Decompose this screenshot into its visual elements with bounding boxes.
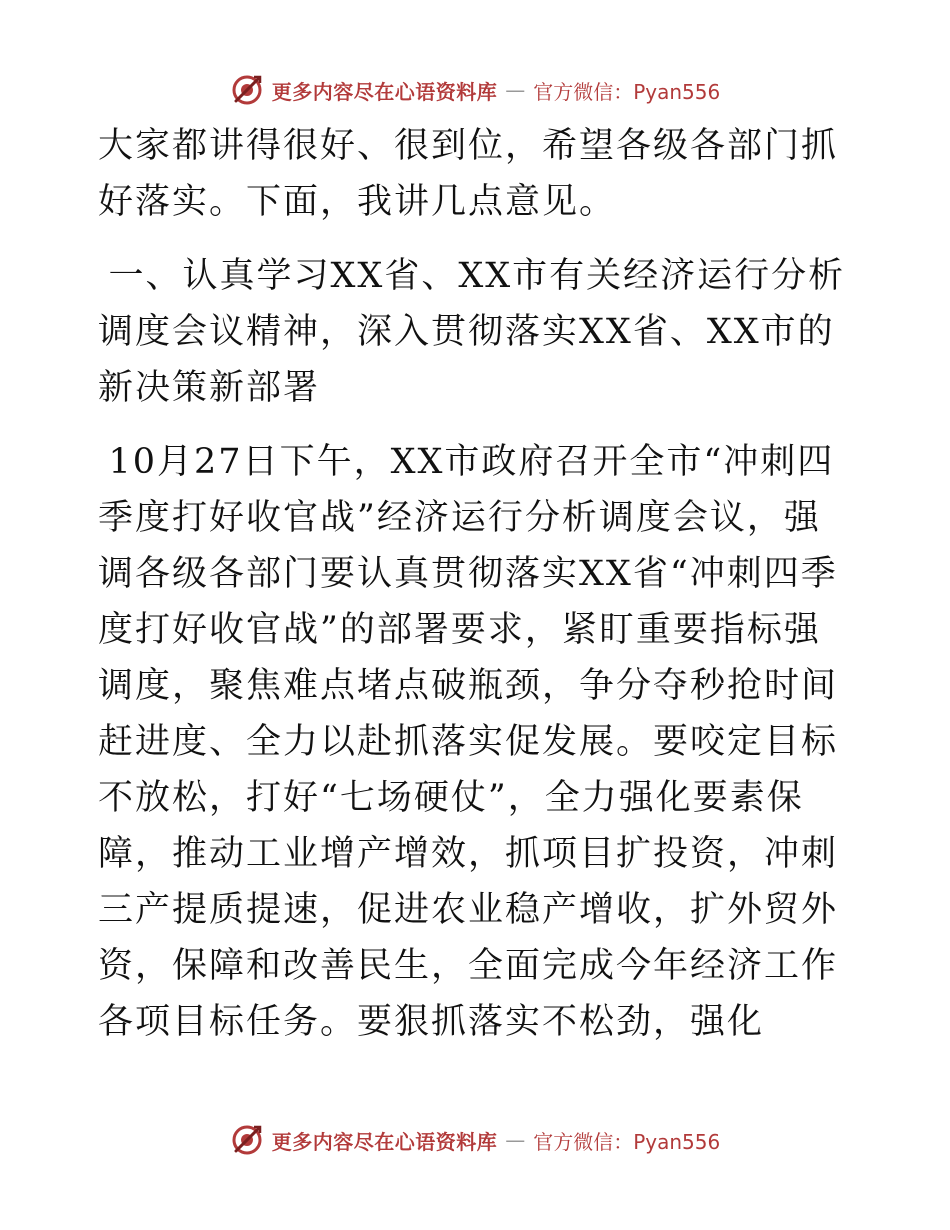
paragraph-body: 10月27日下午，XX市政府召开全市“冲刺四季度打好收官战”经济运行分析调度会议，强调各级各部门要认真贯彻落实XX省“冲刺四季度打好收官战”的部署要求，紧盯重要指标强调度，聚焦难点堵点破瓶颈，争分夺秒抢时间赶进度、全力以赴抓落实促发展。要咬定目标不放松，打好“七场硬仗”，全力强化要素保障，推动工业增产增效，抓项目扩投资，冲刺三产提质提速，促进农业稳产增收，扩外贸外资，保障和改善民生，全面完成今年经济工作各项目标任务。要狠抓落实不松劲，强化: [98, 442, 839, 1042]
footer-banner: [0, 1120, 950, 1160]
logo-icon: [230, 73, 264, 107]
document-body: [98, 118, 850, 1068]
header-banner-separator: —: [505, 78, 526, 102]
section-heading-1: 一、认真学习XX省、XX市有关经济运行分析调度会议精神，深入贯彻落实XX省、XX市的新决策新部署: [98, 256, 846, 408]
header-banner: [0, 70, 950, 110]
logo-icon: [230, 1123, 264, 1157]
footer-banner-separator: —: [505, 1128, 526, 1152]
footer-banner-text: 更多内容尽在心语资料库: [271, 1129, 498, 1154]
paragraph-intro: 大家都讲得很好、很到位，希望各级各部门抓好落实。下面，我讲几点意见。: [98, 126, 839, 222]
footer-banner-wechat: 官方微信：Pyan556: [533, 1129, 721, 1154]
header-banner-wechat: 官方微信：Pyan556: [533, 79, 721, 104]
header-banner-text: 更多内容尽在心语资料库: [271, 79, 498, 104]
